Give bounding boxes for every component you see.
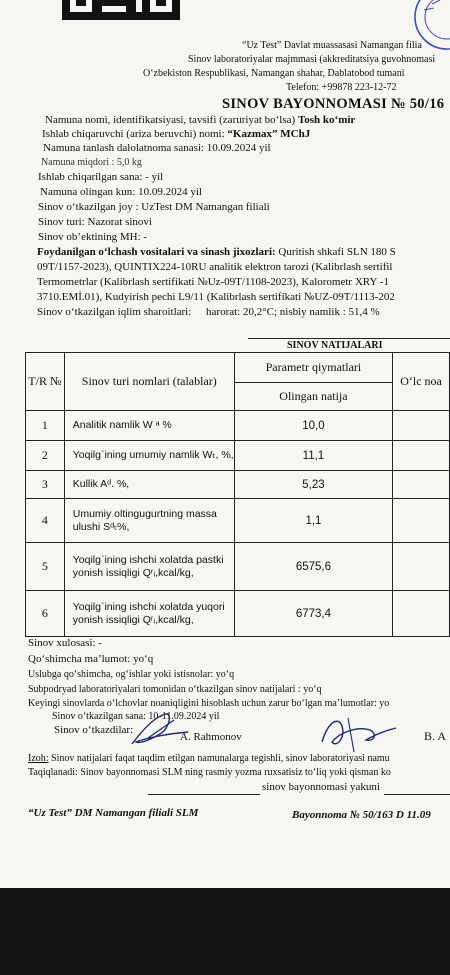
test-date: Sinov o‘tkazilgan sana: 10-11.09.2024 yil	[52, 711, 220, 722]
row-name: Analitik namlik W ᵃ %	[64, 411, 234, 441]
test-type: Sinov turi: Nazorat sinovi	[38, 216, 152, 228]
col-header-extra: O‘lc noa	[393, 353, 450, 411]
row-name: Yoqilg`ining ishchi xolatda yuqori yonish issiqligi Qʳᵢ,kcal/kg,	[64, 591, 234, 637]
table-row	[26, 411, 450, 441]
results-caption: SINOV NATIJALARI	[287, 340, 383, 351]
header-org-line1: “Uz Test” Davlat muassasasi Namangan filia	[242, 40, 422, 51]
col-header-result: Olingan natija	[234, 383, 392, 411]
production-date: Ishlab chiqarilgan sana: - yil	[38, 171, 164, 183]
row-no: 2	[26, 441, 65, 471]
footer-protocol-number: Bayonnoma № 50/163 D 11.09	[292, 809, 431, 821]
row-extra	[393, 471, 450, 499]
col-header-param: Parametr qiymatlari	[234, 353, 392, 383]
note-label: Izoh:	[28, 753, 49, 764]
uztest-logo	[62, 0, 180, 20]
climate-value: harorat: 20,2°C; nisbiy namlik : 51,4 %	[206, 306, 380, 318]
table-row	[26, 471, 450, 499]
testers-label: Sinov o‘tkazdilar:	[54, 724, 134, 736]
equipment-line-1: Quritish shkafi SLN 180 S	[278, 246, 396, 258]
row-name: Kullik Aᵈ. %,	[64, 471, 234, 499]
equipment-row-1	[37, 246, 396, 258]
header-phone: Telefon: +99878 223-12-72	[286, 82, 397, 93]
row-extra	[393, 411, 450, 441]
row-value: 5,23	[234, 471, 392, 499]
subcontract-note: Subpodryad laboratoriyalari tomonidan o‘tkazilgan sinov natijalari : yo‘q	[28, 684, 322, 695]
row-name: Yoqilg`ining ishchi xolatda pastki yonish issiqligi Qʳᵢ,kcal/kg,	[64, 543, 234, 591]
row-extra	[393, 591, 450, 637]
header-org-line2: Sinov laboratoriyalar majmmasi (akkreditatsiya guvohnomasi	[188, 54, 436, 65]
row-value: 1,1	[234, 499, 392, 543]
row-value: 11,1	[234, 441, 392, 471]
end-line	[148, 794, 260, 795]
row-no: 6	[26, 591, 65, 637]
row-value: 6773,4	[234, 591, 392, 637]
tester-2-name: B. A	[424, 729, 447, 743]
row-extra	[393, 499, 450, 543]
sample-name-label: Namuna nomi, identifikatsiyasi, tavsifi (zaruriyat bo‘lsa)	[45, 114, 296, 126]
col-header-name: Sinov turi nomlari (talablar)	[64, 353, 234, 411]
taken-date: Namuna olingan kun: 10.09.2024 yil	[40, 186, 202, 198]
equipment-line-4: 3710.EMİ.01), Kudyirish pechi L9/11 (Kalibrlash sertifikati №UZ-09T/1113-202	[37, 291, 395, 303]
row-no: 3	[26, 471, 65, 499]
end-label: sinov bayonnomasi yakuni	[262, 781, 380, 793]
test-place: Sinov o‘tkazilgan joy : UzTest DM Namangan filiali	[38, 201, 270, 213]
row-value: 6575,6	[234, 543, 392, 591]
row-extra	[393, 441, 450, 471]
sample-name-value: Tosh ko‘mir	[297, 114, 356, 126]
deviation-note: Uslubga qo‘shimcha, og‘ishlar yoki istisnolar: yo‘q	[28, 669, 235, 680]
row-extra	[393, 543, 450, 591]
row-no: 1	[26, 411, 65, 441]
equipment-line-3: Termometrlar (Kalibrlash sertifikati №Uz-09T/1108-2023), Kalorometr XRY -1	[37, 276, 389, 288]
tester-1-name: A. Rahmonov	[180, 731, 242, 743]
table-row	[26, 441, 450, 471]
table-row	[26, 591, 450, 637]
table-row	[26, 543, 450, 591]
row-name: Yoqilg`ining umumiy namlik Wₜ, %,	[64, 441, 234, 471]
extra-info: Qo‘shimcha ma’lumot: yo‘q	[28, 653, 154, 665]
col-header-no: T/R №	[26, 353, 65, 411]
act-date: Namuna tanlash dalolatnoma sanasi: 10.09.2024 yil	[43, 142, 271, 154]
climate-row	[37, 306, 380, 318]
forbid-note: Taqiqlanadi: Sinov bayonnomasi SLM ning rasmiy yozma ruxsatisiz to‘liq yoki qisman ko	[28, 767, 391, 778]
signature-second-tester	[318, 712, 398, 754]
row-no: 5	[26, 543, 65, 591]
sample-amount: Namuna miqdori : 5,0 kg	[41, 157, 142, 168]
row-no: 4	[26, 499, 65, 543]
conclusion: Sinov xulosasi: -	[28, 637, 102, 649]
footer-org: “Uz Test” DM Namangan filiali SLM	[28, 807, 199, 819]
row-value: 10,0	[234, 411, 392, 441]
equipment-line-2: 09T/1157-2023), QUINTIX224-10RU analitik elektron tarozi (Kalibrlash sertifil	[37, 261, 393, 273]
maker-value: “Kazmax” MChJ	[227, 128, 311, 140]
row-name: Umumiy oltingugurtning massa ulushi Sᵈₜ%,	[64, 499, 234, 543]
equipment-label: Foydanilgan o‘lchash vositalari va sinash jixozlari:	[37, 246, 276, 258]
signature-rahmonov	[126, 708, 196, 750]
note-row	[28, 753, 390, 764]
object-mh: Sinov ob’ektining MH: -	[38, 231, 148, 243]
end-line-right	[384, 794, 450, 795]
uncertainty-note: Keyingi sinovlarda o‘lchovlar noaniqligini hisoblash uchun zarur bo‘lgan ma’lumotlar: yo	[28, 698, 390, 709]
maker-row	[42, 128, 310, 140]
note-text: Sinov natijalari faqat taqdim etilgan namunalarga tegishli, sinov laboratoriyasi namu	[48, 753, 390, 764]
bottom-dark-area	[0, 888, 450, 975]
maker-label: Ishlab chiqaruvchi (ariza beruvchi) nomi:	[42, 128, 225, 140]
table-row	[26, 499, 450, 543]
results-table	[25, 352, 450, 637]
divider-line	[248, 338, 450, 339]
climate-label: Sinov o‘tkazilgan iqlim sharoitlari:	[37, 306, 192, 318]
document-title: SINOV BAYONNOMASI № 50/16	[222, 96, 445, 112]
header-org-line3: O‘zbekiston Respublikasi, Namangan shahar, Dablatobod tumani	[143, 68, 405, 79]
sample-name-row	[45, 114, 355, 126]
